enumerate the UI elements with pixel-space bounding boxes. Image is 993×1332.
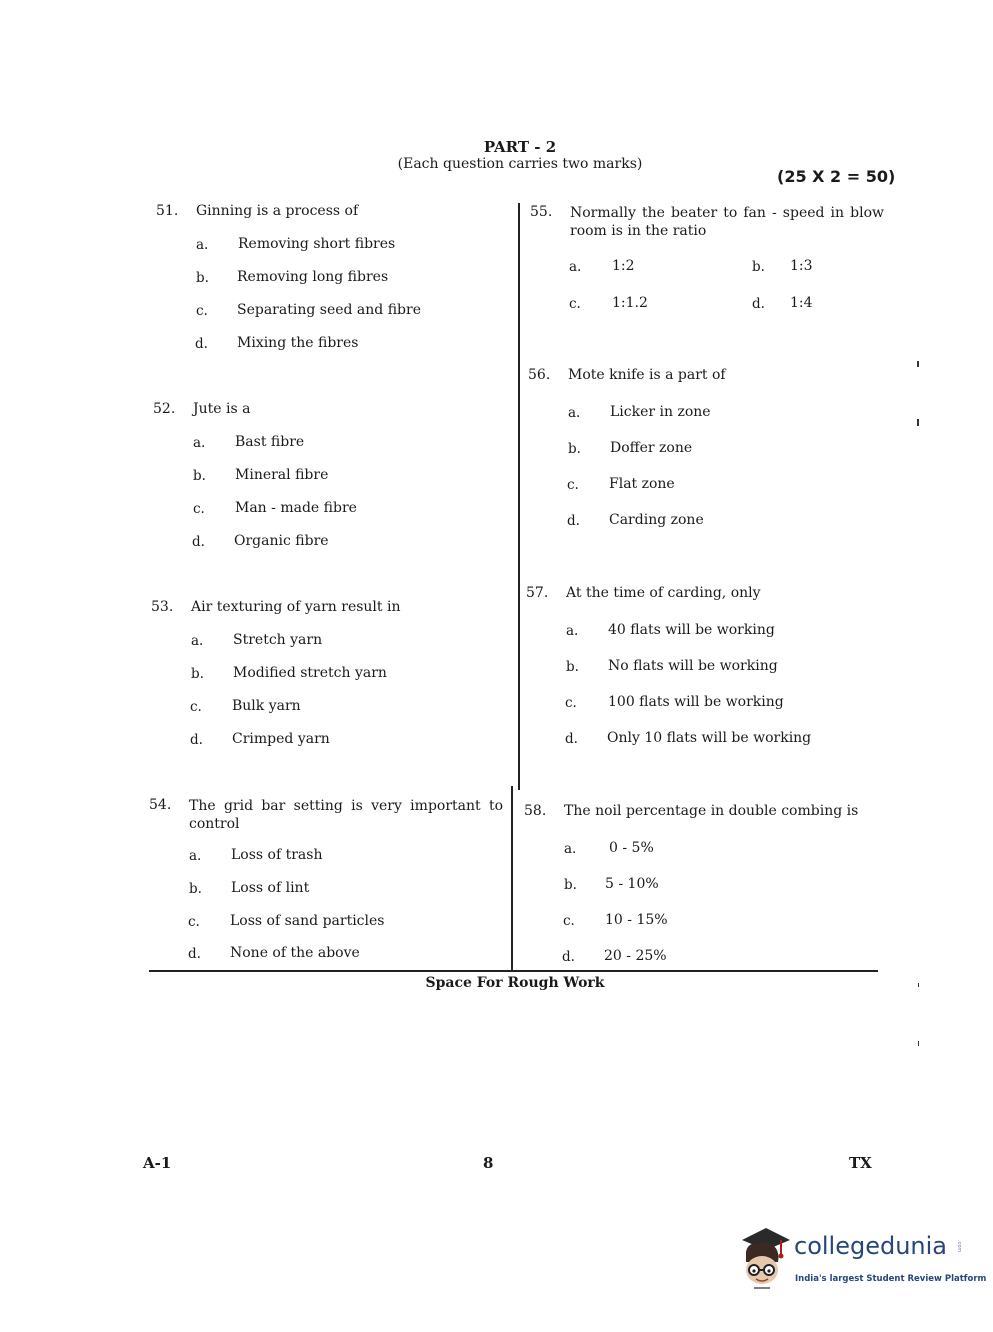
option-text: 10 - 15% <box>605 912 668 928</box>
option-label: b. <box>564 877 577 893</box>
option-label: a. <box>564 841 577 857</box>
option-label: b. <box>568 441 581 457</box>
option-text: Doffer zone <box>610 440 693 456</box>
option-label: d. <box>192 534 205 550</box>
option-text: Bast fibre <box>235 434 305 450</box>
option-text: Removing short fibres <box>238 236 396 252</box>
part-title: PART - 2 <box>483 138 557 156</box>
option-text: Stretch yarn <box>233 632 323 648</box>
option-text: 100 flats will be working <box>608 694 784 710</box>
option-label: c. <box>563 913 575 929</box>
option-label: a. <box>566 623 579 639</box>
option-label: d. <box>567 513 580 529</box>
option-text: Mineral fibre <box>235 467 329 483</box>
option-label: b. <box>566 659 579 675</box>
question-text: Mote knife is a part of <box>568 367 726 383</box>
option-label: b. <box>193 468 206 484</box>
question-number: 55. <box>530 204 553 220</box>
option-label: b. <box>196 270 209 286</box>
part-subtitle: (Each question carries two marks) <box>397 156 643 172</box>
option-text: 0 - 5% <box>609 840 654 856</box>
option-label: d. <box>188 946 201 962</box>
question-number: 53. <box>151 599 174 615</box>
page-number: 8 <box>483 1154 494 1172</box>
question-text: Air texturing of yarn result in <box>191 599 401 615</box>
question-number: 52. <box>153 401 176 417</box>
column-divider-upper <box>518 203 520 790</box>
question-number: 57. <box>526 585 549 601</box>
option-label: c. <box>569 296 581 312</box>
option-text: Separating seed and fibre <box>237 302 421 318</box>
question-number: 56. <box>528 367 551 383</box>
option-label: a. <box>568 405 581 421</box>
option-text: None of the above <box>230 945 360 961</box>
option-label: c. <box>196 303 208 319</box>
question-text: At the time of carding, only <box>566 585 761 601</box>
option-text: Licker in zone <box>610 404 711 420</box>
option-label: d. <box>752 296 765 312</box>
option-label: c. <box>190 699 202 715</box>
question-number: 54. <box>149 797 172 813</box>
option-text: Crimped yarn <box>232 731 330 747</box>
scan-mark <box>918 1041 919 1046</box>
option-text: 20 - 25% <box>604 948 667 964</box>
footer-code-right: TX <box>849 1154 872 1172</box>
option-text: 1:2 <box>612 258 635 274</box>
scan-mark <box>917 419 919 426</box>
option-text: Mixing the fibres <box>237 335 359 351</box>
option-label: a. <box>191 633 204 649</box>
option-text: Modified stretch yarn <box>233 665 387 681</box>
option-text: Carding zone <box>609 512 704 528</box>
option-text: 5 - 10% <box>605 876 659 892</box>
question-text: The grid bar setting is very important to control <box>189 798 503 832</box>
column-divider-lower <box>511 786 513 972</box>
option-text: 1:3 <box>790 258 813 274</box>
option-text: 1:1.2 <box>612 295 648 311</box>
option-label: d. <box>195 336 208 352</box>
question-text: Ginning is a process of <box>196 203 359 219</box>
option-text: Flat zone <box>609 476 675 492</box>
option-label: b. <box>752 259 765 275</box>
option-text: Man - made fibre <box>235 500 357 516</box>
option-text: Bulk yarn <box>232 698 301 714</box>
option-text: 1:4 <box>790 295 813 311</box>
option-label: d. <box>562 949 575 965</box>
logo-tagline: India's largest Student Review Platform <box>795 1274 987 1284</box>
option-text: No flats will be working <box>608 658 778 674</box>
footer-code-left: A-1 <box>143 1154 172 1172</box>
option-label: a. <box>569 259 582 275</box>
question-text: Jute is a <box>193 401 251 417</box>
option-label: d. <box>565 731 578 747</box>
option-label: c. <box>188 914 200 930</box>
option-label: a. <box>196 237 209 253</box>
option-label: b. <box>189 881 202 897</box>
option-text: Loss of trash <box>231 847 323 863</box>
question-text: The noil percentage in double combing is <box>564 803 859 819</box>
scan-mark <box>917 361 919 367</box>
rough-work-label: Space For Rough Work <box>425 975 605 991</box>
option-label: a. <box>193 435 206 451</box>
question-number: 51. <box>156 203 179 219</box>
bottom-rule <box>149 970 878 972</box>
option-label: c. <box>565 695 577 711</box>
question-number: 58. <box>524 803 547 819</box>
option-text: Removing long fibres <box>237 269 389 285</box>
option-text: Loss of lint <box>231 880 310 896</box>
option-text: Only 10 flats will be working <box>607 730 812 746</box>
option-label: c. <box>193 501 205 517</box>
collegedunia-logo[interactable] <box>736 1226 987 1296</box>
option-label: c. <box>567 477 579 493</box>
option-text: Organic fibre <box>234 533 329 549</box>
option-label: d. <box>190 732 203 748</box>
question-text: Normally the beater to fan - speed in blow room is in the ratio <box>570 205 884 239</box>
logo-wordmark: collegedunia <box>794 1232 948 1260</box>
scan-mark <box>918 983 919 987</box>
mascot-icon <box>736 1226 794 1296</box>
option-text: Loss of sand particles <box>230 913 385 929</box>
logo-domain-suffix: .com <box>956 1240 962 1253</box>
option-label: b. <box>191 666 204 682</box>
option-text: 40 flats will be working <box>608 622 775 638</box>
marks-total: (25 X 2 = 50) <box>777 167 896 186</box>
option-label: a. <box>189 848 202 864</box>
